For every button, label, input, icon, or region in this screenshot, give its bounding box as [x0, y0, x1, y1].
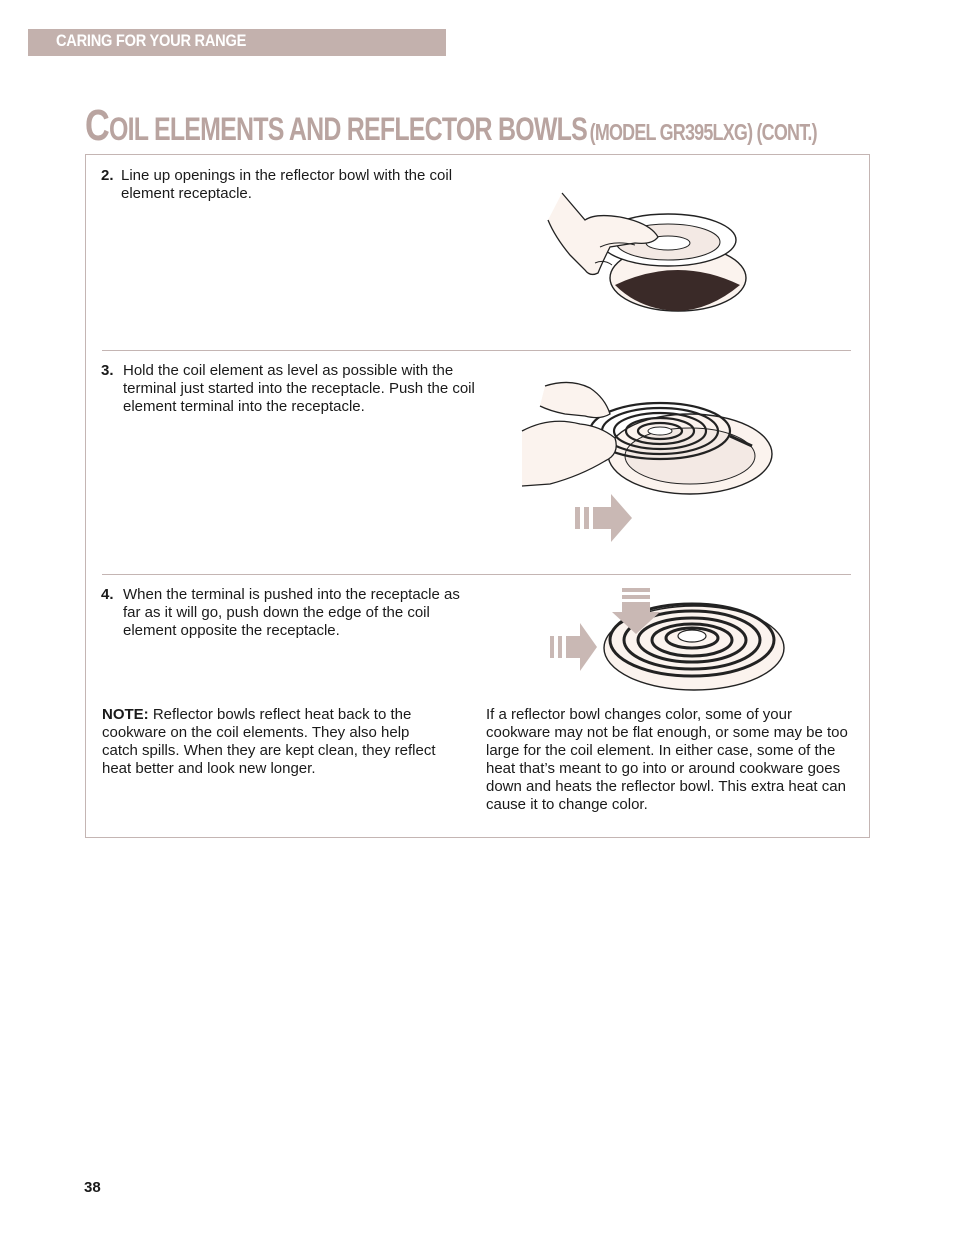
step-divider	[102, 574, 851, 575]
reflector-bowl-illustration	[540, 185, 755, 315]
side-paragraph: If a reflector bowl changes color, some of your cookware may not be flat enough, or some may be too large for the coil element. In either case, some of the heat that’s meant to go into or around cookware goes down and heats the reflector bowl. This extra heat can cause it to change color.	[486, 706, 848, 813]
step-divider	[102, 350, 851, 351]
title-main: OIL ELEMENTS AND REFLECTOR BOWLS	[109, 111, 587, 147]
step-2	[101, 167, 461, 203]
step-4	[101, 586, 471, 640]
step-text: Hold the coil element as level as possible with the terminal just started into the receptacle. Push the coil element terminal into the receptacle.	[123, 362, 475, 415]
title-first-letter: C	[85, 101, 110, 150]
page-number: 38	[84, 1179, 101, 1196]
note-paragraph	[102, 706, 447, 778]
arrow-right-icon	[575, 493, 633, 543]
section-header-bar	[28, 29, 446, 56]
step-number: 4.	[101, 586, 114, 603]
step-3	[101, 362, 476, 416]
note-label: NOTE:	[102, 706, 149, 723]
step-text: When the terminal is pushed into the receptacle as far as it will go, push down the edge of the coil element opposite the receptacle.	[123, 586, 460, 639]
page-title	[85, 101, 817, 150]
step-text: Line up openings in the reflector bowl with the coil element receptacle.	[121, 167, 453, 202]
coil-pressed-illustration	[604, 588, 789, 692]
step-number: 3.	[101, 362, 114, 379]
section-label: CARING FOR YOUR RANGE	[56, 31, 247, 50]
arrow-right-icon	[550, 622, 598, 672]
step-number: 2.	[101, 167, 114, 184]
coil-element-illustration	[520, 376, 775, 501]
note-text: Reflector bowls reflect heat back to the cookware on the coil elements. They also help catch spills. When they are kept clean, they reflect heat better and look new longer.	[102, 706, 436, 777]
title-model: (MODEL GR395LXG) (CONT.)	[589, 119, 817, 145]
